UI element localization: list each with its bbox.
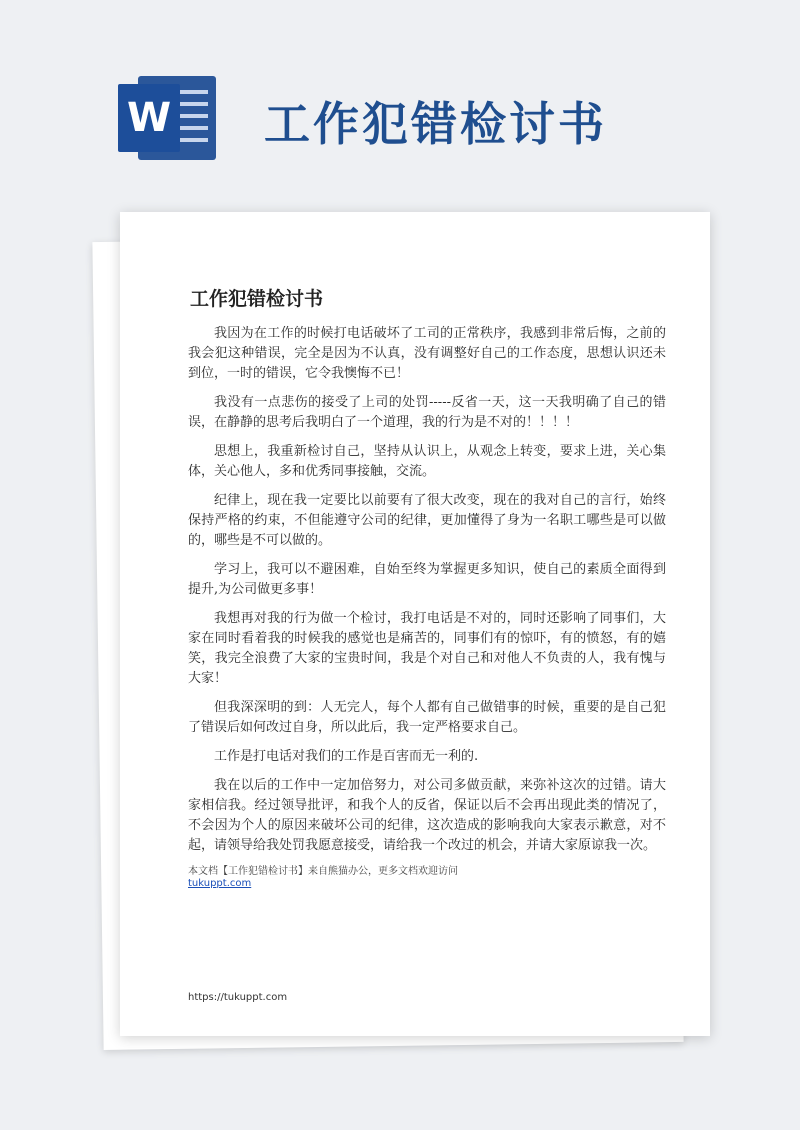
header — [0, 0, 800, 200]
document-title: 工作犯错检讨书 — [190, 288, 324, 310]
document-body — [188, 324, 666, 889]
paragraph: 工作是打电话对我们的工作是百害而无一利的. — [214, 749, 479, 764]
document-page — [120, 212, 710, 1036]
paragraph: 我因为在工作的时候打电话破坏了工司的正常秩序，我感到非常后悔，之前的我会犯这种错误，完全是因为不认真，没有调整好自己的工作态度，思想认识还未到位，一时的错误，它令我懊悔不已！ — [188, 326, 666, 381]
paragraph: 纪律上，现在我一定要比以前要有了很大改变，现在的我对自己的言行，始终保持严格的约束，不但能遵守公司的纪律，更加懂得了身为一名职工哪些是可以做的，哪些是不可以做的。 — [188, 493, 666, 548]
page-title: 工作犯错检讨书 — [264, 97, 607, 151]
bottom-url[interactable]: https://tukuppt.com — [188, 992, 288, 1003]
paragraph: 我没有一点悲伤的接受了上司的处罚-----反省一天，这一天我明确了自己的错误，在静静的思考后我明白了一个道理，我的行为是不对的！！！！ — [188, 395, 666, 430]
paragraph: 我想再对我的行为做一个检讨，我打电话是不对的，同时还影响了同事们，大家在同时看着我的时候我的感觉也是痛苦的，同事们有的惊吓，有的愤怒，有的嬉笑，我完全浪费了大家的宝贵时间，我是个对自己和对他人不负责的人，我有愧与大家！ — [188, 611, 666, 686]
paragraph: 但我深深明的到：人无完人，每个人都有自己做错事的时候，重要的是自己犯了错误后如何改过自身，所以此后，我一定严格要求自己。 — [188, 700, 666, 735]
paragraph: 我在以后的工作中一定加倍努力，对公司多做贡献，来弥补这次的过错。请大家相信我。经过领导批评，和我个人的反省，保证以后不会再出现此类的情况了，不会因为个人的原因来破坏公司的纪律，这次造成的影响我向大家表示歉意，对不起，请领导给我处罚我愿意接受，请给我一个改过的机会，并请大家原谅我一次。 — [188, 778, 666, 853]
footer-note: 本文档【工作犯错检讨书】来自熊猫办公，更多文档欢迎访问 — [188, 866, 458, 877]
footer-link[interactable]: tukuppt.com — [188, 878, 252, 889]
paragraph: 学习上，我可以不避困难，自始至终为掌握更多知识，使自己的素质全面得到提升,为公司做更多事！ — [188, 562, 666, 597]
word-icon — [118, 76, 218, 160]
paragraph: 思想上，我重新检讨自己，坚持从认识上，从观念上转变，要求上进，关心集体，关心他人，多和优秀同事接触，交流。 — [188, 444, 666, 479]
word-icon-letter: W — [118, 84, 180, 152]
